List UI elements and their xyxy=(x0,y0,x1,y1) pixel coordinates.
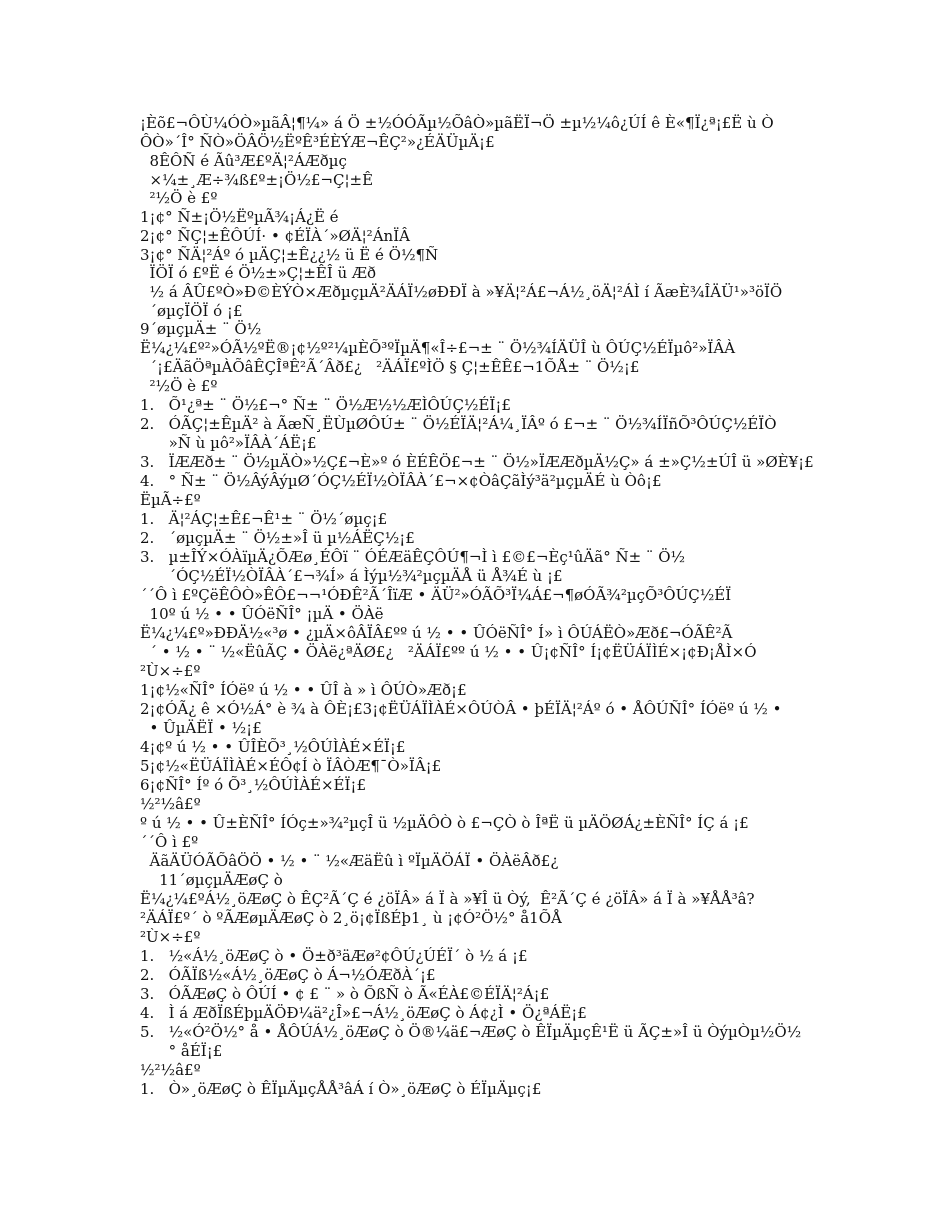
text-line: 4. ° Ñ± ¨ Ö½ÂýÂýµØ´ÓÇ½ÉÏ½ÒÏÂÀ´£¬×¢ÒâÇãÌý³ä²µçµÄÉ ù Òô¡£ xyxy=(140,472,662,490)
text-line: ´ • ½ • ¨ ½«ËûÃÇ • ÖÀë¿ªÄØ£¿ ²ÄÁÏ£ºº ú ½ • • Û¡¢ÑÎ° Í¡¢ËÜÁÏÌÉ×¡¢Ð¡ÅÌ×Ó xyxy=(140,643,757,661)
text-line: Ë¼¿¼£º²»ÓÃ½ºË®¡¢½º²¼µÈÕ³ºÏµÄ¶«Î÷£¬± ¨ Ö½¾ÍÄÜÎ ù ÔÚÇ½ÉÏµô²»ÏÂÀ xyxy=(140,339,736,357)
text-line: 4. Ì á ÆðÏßÉþµÄÖÐ¼ä²¿Î»£¬Á½¸öÆøÇ ò Á¢¿Ì • Ö¿ªÁË¡£ xyxy=(140,1004,587,1022)
text-line: ´´Ô ì £º xyxy=(140,833,199,851)
text-line: 2¡¢° ÑÇ¦±ÊÔÚÍ· • ¢ÉÏÀ´»ØÄ¦²ÁnÏÂ xyxy=(140,227,410,245)
text-line: 2. ÓÃÏß½«Á½¸öÆøÇ ò Á¬½ÓÆðÀ´¡£ xyxy=(140,966,436,984)
text-line: 1. Ò»¸öÆøÇ ò ÊÏµÄµçÅÅ³âÁ í Ò»¸öÆøÇ ò ÉÏµÄµç¡£ xyxy=(140,1080,542,1098)
text-line: ½²½â£º xyxy=(140,1061,201,1079)
text-line: ÔÒ»´Î° ÑÒ»ÖÂÖ½ËºÊ³ÉÈÝÆ¬ÊÇ²»¿ÉÄÜµÄ¡£ xyxy=(140,133,495,151)
text-line: 2¡¢ÓÃ¿ ê ×Ó½Á° è ¾ à ÔÈ¡£3¡¢ËÜÁÏÌÀÉ×ÔÚÒÂ • þÉÏÄ¦²Áº ó • ÅÔÚÑÎ° ÍÓëº ú ½ • xyxy=(140,700,782,718)
text-line: 3. µ±ÎÝ×ÓÀïµÄ¿ÕÆø¸ÉÔï ¨ ÓÉÆäÊÇÔÚ¶¬Ì ì £©£¬Èç¹ûÄã° Ñ± ¨ Ö½ xyxy=(140,548,686,566)
section-heading: 9´øµçµÄ± ¨ Ö½ xyxy=(140,320,262,338)
text-line: 5. ½«Ó²Ö½° å • ÅÔÚÁ½¸öÆøÇ ò Ö®¼ä£¬ÆøÇ ò ÊÏµÄµçÊ¹Ë ü ÃÇ±»Î ü ÒýµÒµ½Ö½ xyxy=(140,1023,802,1041)
text-line: ²ÄÁÏ£º´ ò ºÃÆøµÄÆøÇ ò 2¸ö¡¢ÏßÉþ1¸ ù ¡¢Ó²Ö½° å1ÕÅ xyxy=(140,909,562,927)
text-line: ÏÖÏ ó £ºË é Ö½±»Ç¦±ÊÎ ü Æð xyxy=(140,264,377,282)
text-line: 4¡¢º ú ½ • • ÛÎÈÕ³¸½ÔÚÌÀÉ×ÉÏ¡£ xyxy=(140,738,406,756)
text-line: ´´Ô ì £ºÇëÊÔÒ»ÊÔ£¬¬¹ÓÐÊ²Ã´ÎïÆ • ÄÜ²»ÓÃÕ³Ï¼Á£¬¶øÓÃ¾²µçÕ³ÔÚÇ½ÉÏ xyxy=(140,586,732,604)
text-line: ´¡£ÄãÖªµÀÕâÊÇÎªÊ²Ã´Âð£¿ ²ÄÁÏ£ºÌÖ § Ç¦±ÊÊ£¬1ÕÅ± ¨ Ö½¡£ xyxy=(140,358,640,376)
text-line: ÄãÄÜÓÃÕâÖÖ • ½ • ¨ ½«ÆäËû ì ºÏµÄÖÁÏ • ÖÀëÂð£¿ xyxy=(140,852,559,870)
text-line: 2. ´øµçµÄ± ¨ Ö½±»Î ü µ½ÁËÇ½¡£ xyxy=(140,529,415,547)
text-line: 3. ÓÃÆøÇ ò ÔÚÍ • ¢ £ ¨ » ò ÕßÑ ò Ã«ÉÀ£©ÉÏÄ¦²Á¡£ xyxy=(140,985,550,1003)
text-line: ËµÃ÷£º xyxy=(140,491,201,509)
text-line: 3¡¢° ÑÄ¦²Áº ó µÄÇ¦±Ê¿¿½ ü Ë é Ö½¶Ñ xyxy=(140,246,439,264)
text-line: 5¡¢½«ËÜÁÏÌÀÉ×ÉÔ¢Í ò ÏÂÒÆ¶¯Ò»ÏÂ¡£ xyxy=(140,757,442,775)
text-line: »Ñ ù µô²»ÏÂÀ´ÁË¡£ xyxy=(140,434,317,452)
section-heading: 10º ú ½ • • ÛÓëÑÎ° ¡µÄ • ÖÀë xyxy=(140,605,384,623)
text-line: 1. ½«Á½¸öÆøÇ ò • Ö±ð³äÆø²¢ÔÚ¿ÚÉÏ´ ò ½ á ¡£ xyxy=(140,947,528,965)
section-heading: 11´øµçµÄÆøÇ ò xyxy=(140,871,283,889)
text-line: ½ á ÂÛ£ºÒ»Ð©ÈÝÒ×ÆðµçµÄ²ÄÁÏ½øÐÐÏ à »¥Ä¦²Á£¬Á½¸öÄ¦²ÁÌ í ÃæÈ¾ÎÄÜ¹»³öÏÖ xyxy=(140,283,783,301)
text-line: 3. ÏÆÆð± ¨ Ö½µÄÒ»½Ç£¬È»º ó ÈÉÊÖ£¬± ¨ Ö½»ÏÆÆðµÄ½Ç» á ±»Ç½±ÚÎ ü »ØÈ¥¡£ xyxy=(140,453,814,471)
text-line: 1. Ä¦²ÁÇ¦±Ê£¬Ê¹± ¨ Ö½´øµç¡£ xyxy=(140,510,388,528)
text-line: ¡Èõ£¬ÔÙ¼ÓÒ»µãÂ¦¶¼» á Ö ±½ÓÓÃµ½ÕâÒ»µãËÏ¬Ö ±µ½¼ô¿ÚÍ ê È«¶Ï¿ª¡£Ë ù Ò xyxy=(140,114,774,132)
text-line: ²Ù×÷£º xyxy=(140,662,201,680)
text-line: ²½Ö è £º xyxy=(140,189,218,207)
text-line: ²Ù×÷£º xyxy=(140,928,201,946)
text-line: • ÛµÄËÏ • ½¡£ xyxy=(140,719,262,737)
text-line: 1. Õ¹¿ª± ¨ Ö½£¬° Ñ± ¨ Ö½Æ½½ÆÌÔÚÇ½ÉÏ¡£ xyxy=(140,396,511,414)
text-line: 1¡¢° Ñ±¡Ö½ËºµÃ¾¡Á¿Ë é xyxy=(140,208,339,226)
text-line: 1¡¢½«ÑÎ° ÍÓëº ú ½ • • ÛÎ à » ì ÔÚÒ»Æð¡£ xyxy=(140,681,467,699)
text-line: ½²½â£º xyxy=(140,795,201,813)
text-line: ° åÉÏ¡£ xyxy=(140,1042,223,1060)
text-line: Ë¼¿¼£ºÁ½¸öÆøÇ ò ÊÇ²Ã´Ç é ¿öÏÂ» á Ï à »¥Î ü Òý, Ê²Ã´Ç é ¿öÏÂ» á Ï à »¥ÅÅ³â? xyxy=(140,890,755,908)
text-line: º ú ½ • • Û±ÈÑÎ° ÍÓç±»¾²µçÎ ü ½µÄÔÒ ò £¬ÇÒ ò ÎªË ü µÄÖØÁ¿±ÈÑÎ° ÍÇ á ¡£ xyxy=(140,814,749,832)
text-line: ²½Ö è £º xyxy=(140,377,218,395)
text-line: Ë¼¿¼£º»ÐÐÄ½«³ø • ¿µÄ×ôÂÏÂ£ºº ú ½ • • ÛÓëÑÎ° Í» ì ÔÚÁËÒ»Æð£¬ÓÃÊ²Ã xyxy=(140,624,733,642)
text-line: ×¼±¸Æ÷¾ß£º±¡Ö½£¬Ç¦±Ê xyxy=(140,171,374,189)
text-line: ´øµçÏÖÏ ó ¡£ xyxy=(140,302,243,320)
text-line: ´ÓÇ½ÉÏ½ÒÏÂÀ´£¬¾Í» á Ìýµ½¾²µçµÄÅ ü Å¾É ù ¡£ xyxy=(140,567,563,585)
text-line: 2. ÓÃÇ¦±ÊµÄ² à ÃæÑ¸ËÙµØÔÚ± ¨ Ö½ÉÏÄ¦²Á¼¸ÏÂº ó £¬± ¨ Ö½¾ÍÏñÕ³ÔÚÇ½ÉÏÒ xyxy=(140,415,777,433)
text-line: 8ÊÔÑ é Ãû³Æ£ºÄ¦²ÁÆðµç xyxy=(140,152,347,170)
text-line: 6¡¢ÑÎ° Íº ó Õ³¸½ÔÚÌÀÉ×ÉÏ¡£ xyxy=(140,776,366,794)
